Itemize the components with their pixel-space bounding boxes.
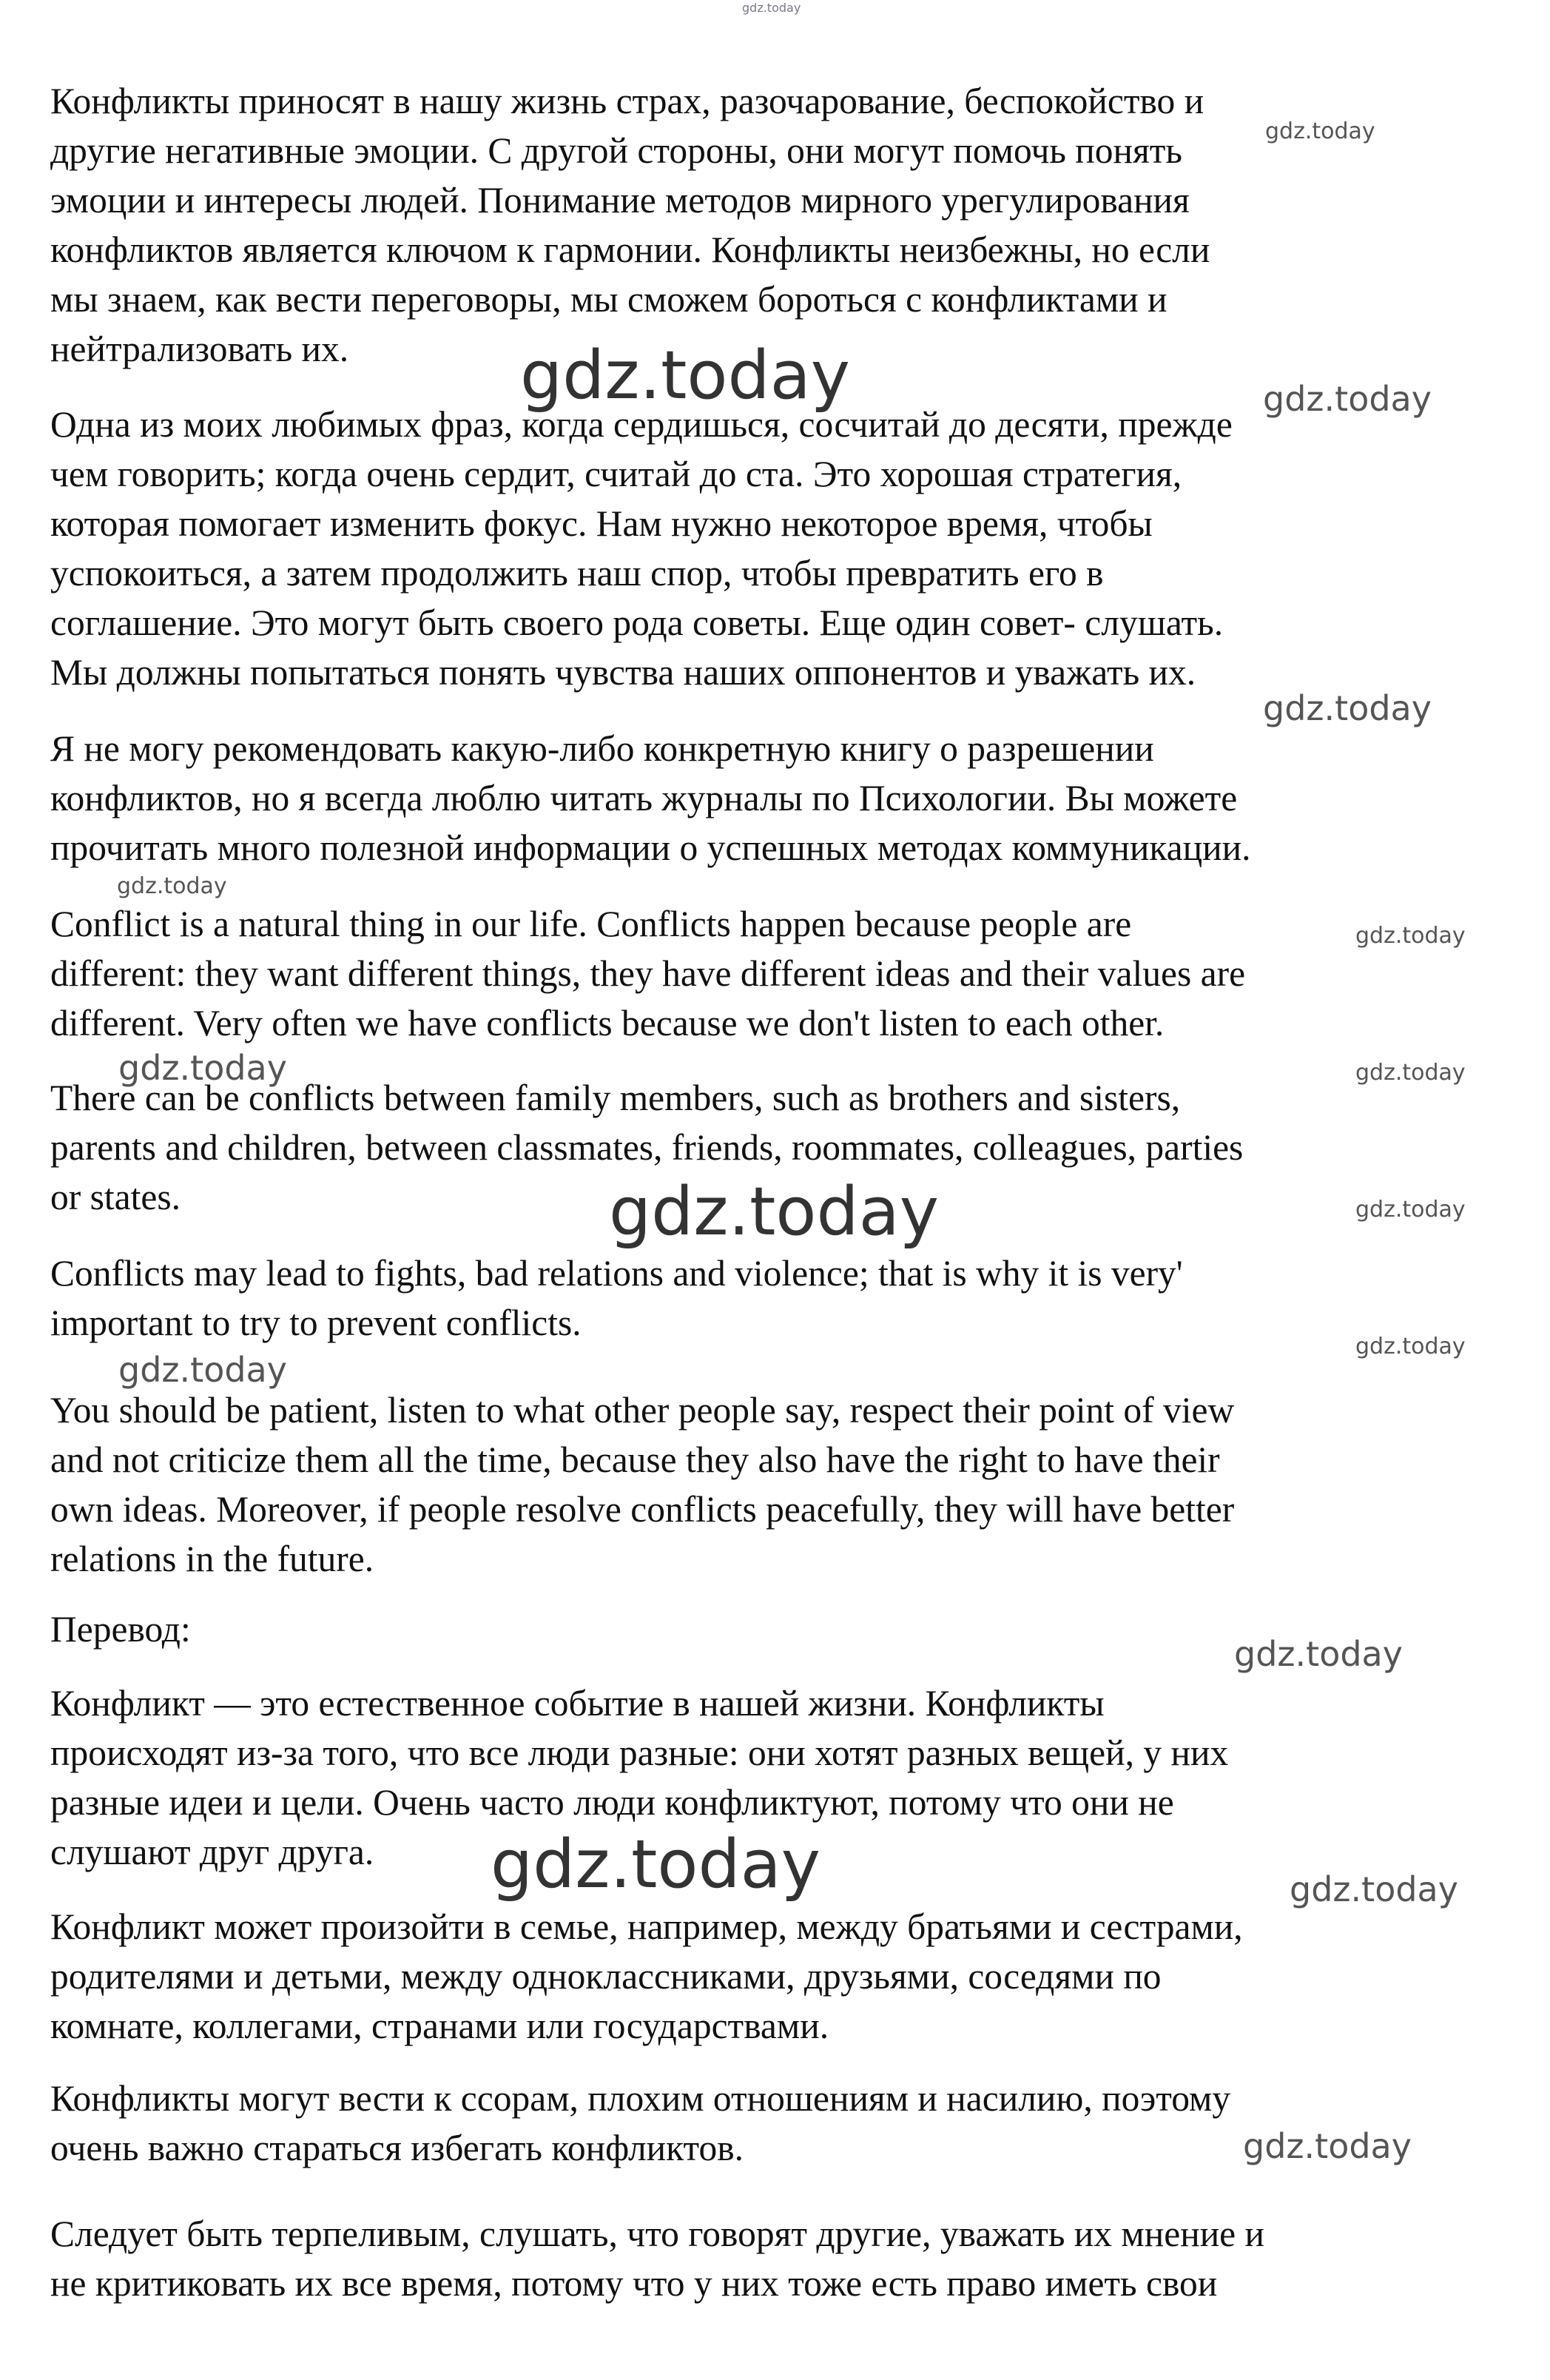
paragraph-10: Конфликты могут вести к ссорам, плохим отношениям и насилию, поэтому очень важно стараться избегать конфликтов.: [50, 2078, 1231, 2168]
paragraph-1: Конфликты приносят в нашу жизнь страх, разочарование, беспокойство и другие негативные эмоции. С другой стороны, они могут помочь понять эмоции и интересы людей. Понимание методов мирного урегулирования конфликтов является ключом к гармонии. Конфликты неизбежны, но если мы знаем, как вести переговоры, мы сможем бороться с конфликтами и нейтрализовать их.: [50, 81, 1210, 369]
watermark: gdz.today: [1243, 2126, 1412, 2166]
paragraph-9: Конфликт может произойти в семье, например, между братьями и сестрами, родителями и детьми, между одноклассниками, друзьями, соседями по комнате, коллегами, странами или государствами.: [50, 1906, 1243, 2046]
watermark: gdz.today: [1290, 1869, 1458, 1909]
watermark: gdz.today: [742, 1, 801, 15]
paragraph-11: Следует быть терпеливым, слушать, что говорят другие, уважать их мнение и не критиковать их все время, потому что у них тоже есть право иметь свои: [50, 2213, 1265, 2304]
watermark: gdz.today: [520, 337, 851, 414]
watermark: gdz.today: [1355, 1334, 1466, 1359]
paragraph-8: Конфликт — это естественное событие в нашей жизни. Конфликты происходят из-за того, что все люди разные: они хотят разных вещей, у них разные идеи и цели. Очень часто люди конфликтуют, потому что они не слушают друг друга.: [50, 1683, 1229, 1872]
watermark: gdz.today: [1355, 1060, 1466, 1086]
paragraph-6: Conflicts may lead to fights, bad relations and violence; that is why it is very' important to try to prevent conflicts.: [50, 1253, 1183, 1343]
watermark: gdz.today: [117, 873, 227, 899]
paragraph-4: Conflict is a natural thing in our life. Conflicts happen because people are different: they want different things, they have different ideas and their values are different. Very often we have conflicts because we don't listen to each other.: [50, 904, 1246, 1043]
watermark: gdz.today: [118, 1048, 287, 1088]
watermark: gdz.today: [1263, 379, 1432, 419]
watermark: gdz.today: [1355, 1197, 1466, 1223]
watermark: gdz.today: [1234, 1634, 1403, 1674]
paragraph-7: You should be patient, listen to what other people say, respect their point of view and not criticize them all the time, because they also have the right to have their own ideas. Moreover, if people resolve conflicts peacefully, they will have better relations in the future.: [50, 1390, 1235, 1579]
paragraph-3: Я не могу рекомендовать какую-либо конкретную книгу о разрешении конфликтов, но я всегда люблю читать журналы по Психологии. Вы можете прочитать много полезной информации о успешных методах коммуникации.: [50, 728, 1251, 868]
paragraph-2: Одна из моих любимых фраз, когда сердишься, сосчитай до десяти, прежде чем говорить; когда очень сердит, считай до ста. Это хорошая стратегия, которая помогает изменить фокус. Нам нужно некоторое время, чтобы успокоиться, а затем продолжить наш спор, чтобы превратить его в соглашение. Это могут быть своего рода советы. Еще один совет- слушать. Мы должны попытаться понять чувства наших оппонентов и уважать их.: [50, 404, 1233, 693]
watermark: gdz.today: [118, 1350, 287, 1390]
watermark: gdz.today: [1265, 118, 1375, 144]
watermark: gdz.today: [1263, 688, 1432, 728]
watermark: gdz.today: [491, 1826, 821, 1903]
watermark: gdz.today: [609, 1173, 940, 1251]
translation-heading: Перевод:: [50, 1609, 191, 1650]
paragraph-5: There can be conflicts between family members, such as brothers and sisters, parents and children, between classmates, friends, roommates, colleagues, parties or states.: [50, 1078, 1244, 1217]
watermark: gdz.today: [1355, 923, 1466, 949]
